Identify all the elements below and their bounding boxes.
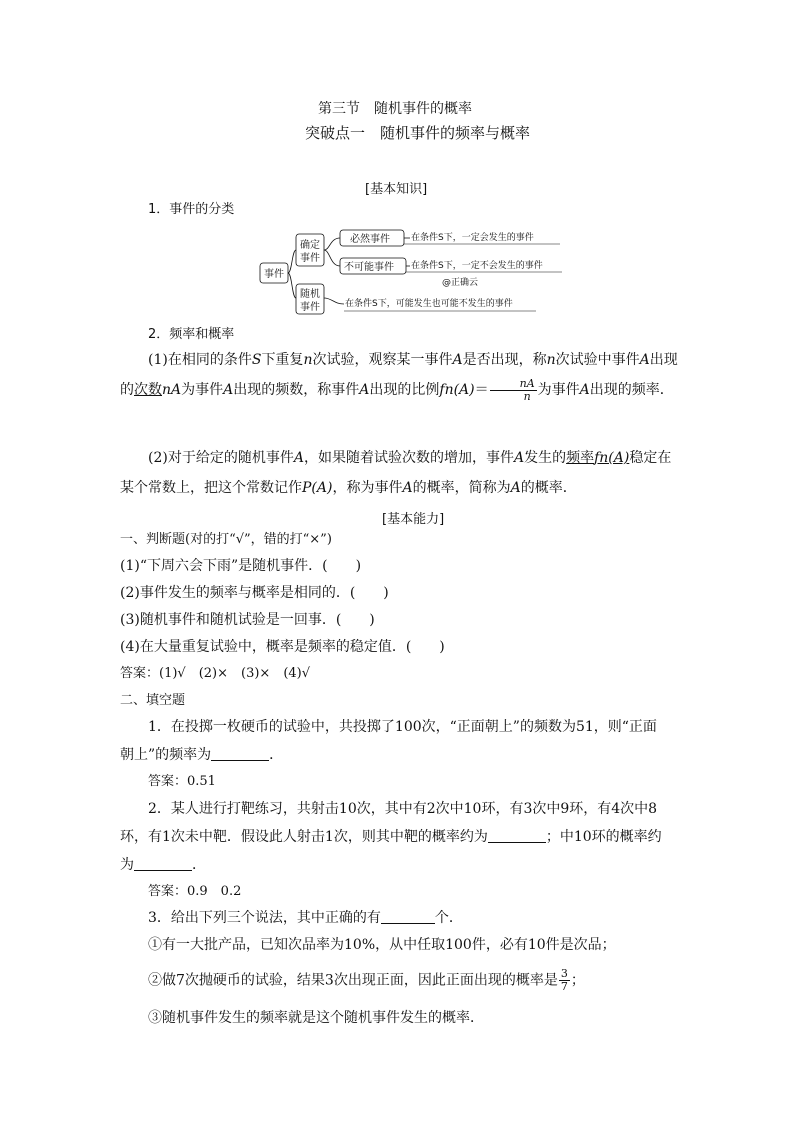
tf-question-4: (4)在大量重复试验中，概率是频率的稳定值．( )	[120, 639, 445, 655]
tf-question-1: (1)“下周六会下雨”是随机事件．( )	[120, 558, 362, 574]
fill-question-1-line2: 朝上”的频率为 ．	[120, 747, 284, 763]
frequency-fraction: $\frac{nA}{n}$	[490, 378, 537, 403]
random-line1: 随机	[300, 289, 320, 300]
statement-2: ②做7次抛硬币的试验，结果3次出现正面，因此正面出现的概率是 $\frac{3}{7}$ ；	[148, 967, 585, 993]
true-false-title: 一、判断题(对的打“√”，错的打“×”)	[120, 532, 332, 547]
fill-answer-2: 答案：0.9 0.2	[148, 884, 242, 899]
tf-question-3: (3)随机事件和随机试验是一回事．( )	[120, 612, 375, 628]
fill-answer-1: 答案：0.51	[148, 774, 216, 789]
answer-blank[interactable]	[488, 828, 546, 843]
probability-fraction: $\frac{3}{7}$	[560, 967, 568, 993]
basic-knowledge-heading: [基本知识]	[365, 182, 428, 197]
count-term: 次数	[134, 382, 162, 398]
probability-definition-paragraph: (2)对于给定的随机事件A，如果随着试验次数的增加，事件A发生的频率fn(A)稳定在某个常数上，把这个常数记作P(A)，称为事件A的概率，简称为A的概率．	[120, 450, 672, 496]
statement-1: ①有一大批产品，已知次品率为10%，从中任取100件，必有10件是次品；	[148, 937, 616, 953]
determinate-line2: 事件	[300, 253, 320, 264]
section-title: 第三节 随机事件的概率	[318, 101, 472, 117]
basic-ability-heading: [基本能力]	[382, 512, 445, 527]
fill-question-2-line2: 环，有1次未中靶．假设此人射击1次，则其中靶的概率约为 ；中10环的概率约	[120, 829, 662, 845]
item2-title: 2．频率和概率	[148, 327, 235, 342]
random-line2: 事件	[300, 302, 320, 313]
certain-event-label: 必然事件	[350, 234, 390, 245]
answer-blank[interactable]	[134, 856, 192, 871]
point-title: 突破点一 随机事件的频率与概率	[305, 124, 531, 142]
frequency-term: 频率fn(A)	[566, 450, 630, 466]
item1-title: 1．事件的分类	[148, 202, 235, 217]
fill-question-1-line1: 1．在投掷一枚硬币的试验中，共投掷了100次，“正面朝上”的频数为51，则“正面	[148, 719, 657, 735]
watermark-text: @正确云	[442, 278, 479, 288]
fill-question-2-line3: 为 ．	[120, 857, 206, 873]
statement-3: ③随机事件发生的频率就是这个随机事件发生的概率．	[148, 1010, 484, 1026]
fill-question-3: 3．给出下列三个说法，其中正确的有 个．	[148, 910, 463, 926]
fill-question-2-line1: 2．某人进行打靶练习，共射击10次，其中有2次中10环，有3次中9环，有4次中8	[148, 801, 658, 817]
answer-blank[interactable]	[381, 909, 435, 924]
impossible-event-label: 不可能事件	[344, 262, 394, 273]
event-classification-diagram	[254, 224, 574, 319]
certain-event-desc: 在条件S下，一定会发生的事件	[411, 233, 534, 243]
tf-answer: 答案：(1)√ (2)× (3)× (4)√	[120, 666, 311, 681]
tf-question-2: (2)事件发生的频率与概率是相同的．( )	[120, 585, 389, 601]
answer-blank[interactable]	[211, 746, 269, 761]
random-event-desc: 在条件S下，可能发生也可能不发生的事件	[345, 299, 513, 309]
frequency-definition-paragraph: (1)在相同的条件S下重复n次试验，观察某一事件A是否出现，称n次试验中事件A出现的次数nA为事件A出现的频数，称事件A出现的比例fn(A)＝ $\frac{nA}{n}$ 为事件A出现的频率．	[120, 352, 678, 403]
determinate-line1: 确定	[300, 240, 320, 251]
impossible-event-desc: 在条件S下，一定不会发生的事件	[411, 261, 543, 271]
root-label: 事件	[264, 269, 284, 280]
fill-blank-title: 二、填空题	[120, 693, 186, 708]
